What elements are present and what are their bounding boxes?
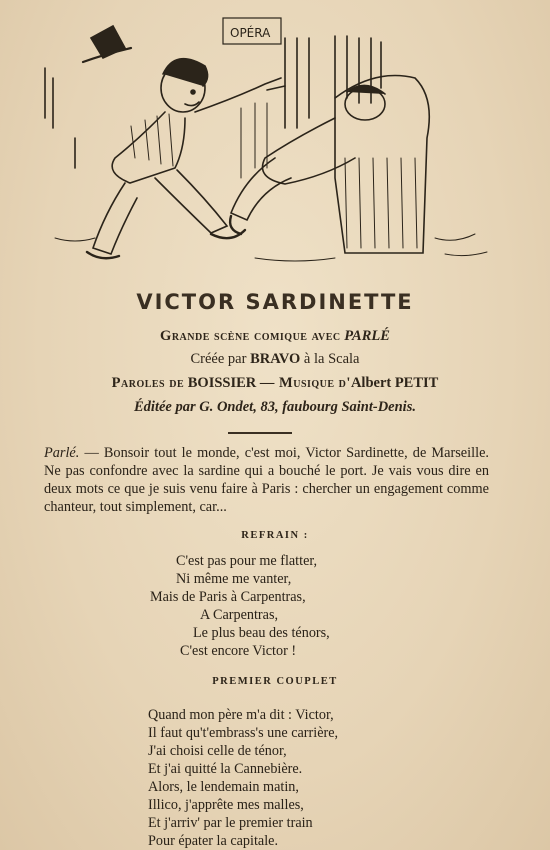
refrain-line: C'est encore Victor !: [180, 643, 297, 659]
spoken-label: Parlé.: [44, 445, 80, 461]
cartoon-scene-illustration: [35, 8, 495, 278]
venue: à la Scala: [303, 351, 360, 367]
couplet-line: J'ai choisi celle de ténor,: [148, 743, 287, 759]
opera-sign-text: OPÉRA: [230, 26, 271, 40]
performer-name: BRAVO: [250, 351, 301, 367]
composer-name: Albert PETIT: [350, 375, 439, 391]
spoken-text: — Bonsoir tout le monde, c'est moi, Victor Sardinette, de Marseille. Ne pas confondre avec la sardine qui a bouché le port. Je vais vous dire en deux mots ce que je suis venu faire à Paris : chercher un engagement comme chanteur, tout simplement, car...: [44, 445, 489, 515]
words-label: Paroles de: [111, 375, 185, 391]
created-prefix: Créée par: [190, 351, 247, 367]
scene-type: Grande scène comique avec: [160, 328, 341, 344]
divider-rule: [228, 432, 292, 434]
couplet-line: Il faut qu't'embrass's une carrière,: [148, 725, 339, 741]
authors-line: [0, 375, 550, 392]
refrain-line: C'est pas pour me flatter,: [176, 553, 318, 569]
lyricist-name: BOISSIER: [187, 375, 257, 391]
couplet-line: Quand mon père m'a dit : Victor,: [148, 707, 334, 723]
refrain-line: Ni même me vanter,: [176, 571, 292, 587]
song-title: VICTOR SARDINETTE: [136, 290, 414, 314]
publisher-text: Éditée par G. Ondet, 83, faubourg Saint-Denis.: [134, 399, 416, 415]
parle-label: PARLÉ: [344, 328, 390, 344]
creator-line: [0, 351, 550, 368]
refrain-heading: REFRAIN :: [241, 530, 309, 541]
couplet-line: Pour épater la capitale.: [148, 833, 278, 849]
spoken-paragraph: [44, 444, 489, 516]
couplet-line: Illico, j'apprête mes malles,: [148, 797, 304, 813]
subtitle-line: [0, 328, 550, 345]
couplet-line: Et j'arriv' par le premier train: [148, 815, 313, 831]
music-label: — Musique d': [259, 375, 351, 391]
couplet-heading: PREMIER COUPLET: [212, 676, 338, 687]
couplet-line: Et j'ai quitté la Cannebière.: [148, 761, 303, 777]
refrain-line: Mais de Paris à Carpentras,: [150, 589, 306, 605]
refrain-line: A Carpentras,: [200, 607, 279, 623]
refrain-line: Le plus beau des ténors,: [193, 625, 330, 641]
publisher-line: [0, 399, 550, 416]
couplet-line: Alors, le lendemain matin,: [148, 779, 299, 795]
